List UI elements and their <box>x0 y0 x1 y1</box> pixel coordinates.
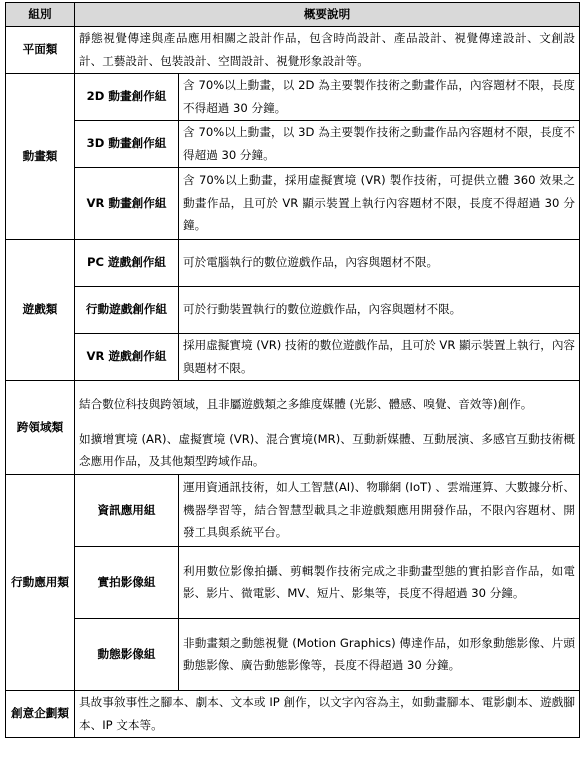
desc-creative: 具故事敘事性之腳本、劇本、文本或 IP 創作，以文字內容為主，如動畫腳本、電影劇本、遊戲腳本、IP 文本等。 <box>75 690 580 737</box>
row-animation-vr <box>6 167 580 239</box>
row-mobile-info <box>6 474 580 546</box>
row-game-pc <box>6 239 580 286</box>
sub-3d-animation: 3D 動畫創作組 <box>75 120 179 167</box>
desc-live-video: 利用數位影像拍攝、剪輯製作技術完成之非動畫型態的實拍影音作品，如電影、影片、微電影、MV、短片、影集等，長度不得超過 30 分鐘。 <box>179 546 580 618</box>
desc-cross-1: 結合數位科技與跨領域，且非屬遊戲類之多維度媒體 (光影、體感、嗅覺、音效等)創作。 <box>75 380 580 427</box>
header-row <box>6 3 580 27</box>
header-group: 組別 <box>6 3 75 27</box>
category-cross: 跨領域類 <box>6 380 75 474</box>
desc-cross-2: 如擴增實境 (AR)、虛擬實境 (VR)、混合實境(MR)、互動新媒體、互動展演、多感官互動技術概念應用作品，及其他類型跨域作品。 <box>75 427 580 474</box>
category-flat: 平面類 <box>6 26 75 73</box>
row-animation-2d <box>6 73 580 120</box>
header-summary: 概要說明 <box>75 3 580 27</box>
sub-pc-game: PC 遊戲創作組 <box>75 239 179 286</box>
row-cross-1 <box>6 380 580 427</box>
category-game: 遊戲類 <box>6 239 75 380</box>
desc-motion-video: 非動畫類之動態視覺 (Motion Graphics) 傳達作品，如形象動態影像、片頭動態影像、廣告動態影像等，長度不得超過 30 分鐘。 <box>179 618 580 690</box>
row-cross-2 <box>6 427 580 474</box>
desc-mobile-game: 可於行動裝置執行的數位遊戲作品，內容與題材不限。 <box>179 286 580 333</box>
desc-vr-animation: 含 70%以上動畫，採用虛擬實境 (VR) 製作技術，可提供立體 360 效果之動畫作品，且可於 VR 顯示裝置上執行內容題材不限，長度不得超過 30 分鐘。 <box>179 167 580 239</box>
sub-motion-video: 動態影像組 <box>75 618 179 690</box>
sub-vr-game: VR 遊戲創作組 <box>75 333 179 380</box>
row-animation-3d <box>6 120 580 167</box>
row-mobile-motion <box>6 618 580 690</box>
row-creative <box>6 690 580 737</box>
desc-pc-game: 可於電腦執行的數位遊戲作品，內容與題材不限。 <box>179 239 580 286</box>
sub-mobile-game: 行動遊戲創作組 <box>75 286 179 333</box>
row-game-mobile <box>6 286 580 333</box>
sub-live-video: 實拍影像組 <box>75 546 179 618</box>
category-animation: 動畫類 <box>6 73 75 239</box>
category-mobile: 行動應用類 <box>6 474 75 690</box>
sub-vr-animation: VR 動畫創作組 <box>75 167 179 239</box>
sub-2d-animation: 2D 動畫創作組 <box>75 73 179 120</box>
desc-vr-game: 採用虛擬實境 (VR) 技術的數位遊戲作品，且可於 VR 顯示裝置上執行，內容與題材不限。 <box>179 333 580 380</box>
sub-info-app: 資訊應用組 <box>75 474 179 546</box>
desc-flat: 靜態視覺傳達與產品應用相關之設計作品，包含時尚設計、產品設計、視覺傳達設計、文創設計、工藝設計、包裝設計、空間設計、視覺形象設計等。 <box>75 26 580 73</box>
desc-info-app: 運用資通訊技術，如人工智慧(AI)、物聯網 (IoT) 、雲端運算、大數據分析、機器學習等，結合智慧型載具之非遊戲類應用開發作品，不限內容題材、開發工具與系統平台。 <box>179 474 580 546</box>
desc-3d-animation: 含 70%以上動畫，以 3D 為主要製作技術之動畫作品內容題材不限，長度不得超過 30 分鐘。 <box>179 120 580 167</box>
category-table <box>5 2 580 738</box>
row-game-vr <box>6 333 580 380</box>
row-flat <box>6 26 580 73</box>
row-mobile-live <box>6 546 580 618</box>
category-creative: 創意企劃類 <box>6 690 75 737</box>
desc-2d-animation: 含 70%以上動畫，以 2D 為主要製作技術之動畫作品，內容題材不限，長度不得超過 30 分鐘。 <box>179 73 580 120</box>
